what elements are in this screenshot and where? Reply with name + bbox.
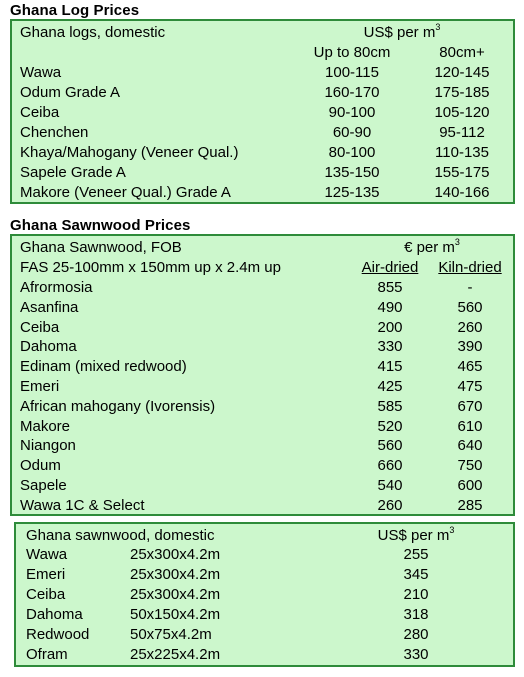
- log-row: [12, 63, 513, 83]
- price-air-dried: 260: [377, 496, 403, 514]
- domestic-header-label: Ghana sawnwood, domestic: [26, 527, 215, 544]
- log-row: [12, 163, 513, 183]
- price-air-dried: 490: [377, 298, 403, 316]
- log-row: [12, 103, 513, 123]
- price-air-dried: 425: [377, 378, 403, 395]
- price-air-dried: 540: [377, 477, 403, 494]
- species-name: Dahoma: [26, 606, 83, 623]
- size-spec: 25x300x4.2m: [130, 566, 221, 583]
- price-80cm-plus: 175-185: [434, 84, 490, 101]
- log-col1-header: Up to 80cm: [313, 44, 391, 61]
- species-name: Afrormosia: [20, 279, 93, 296]
- sawn-spec-label: FAS 25-100mm x 150mm up x 2.4m up: [20, 259, 281, 276]
- domestic-row: [16, 645, 513, 665]
- sawn-row: [12, 278, 513, 298]
- domestic-unit-label: [326, 526, 506, 546]
- species-name: Emeri: [26, 566, 66, 583]
- species-name: Wawa: [20, 64, 62, 81]
- size-spec: 25x300x4.2m: [130, 586, 221, 603]
- sawn-col1-header: Air-dried: [361, 259, 419, 276]
- domestic-unit-text: US$ per m: [377, 527, 450, 544]
- log-unit-label: [312, 23, 492, 43]
- price-air-dried: 660: [377, 457, 403, 475]
- sawn-unit-sup: 3: [454, 237, 460, 247]
- price-kiln-dried: 640: [457, 437, 483, 455]
- species-name: Emeri: [20, 378, 60, 395]
- sawn-col2-header: Kiln-dried: [438, 259, 502, 276]
- species-name: African mahogany (Ivorensis): [20, 397, 216, 415]
- log-prices-title: Ghana Log Prices: [10, 2, 140, 19]
- species-name: Makore (Veneer Qual.) Grade A: [20, 184, 231, 201]
- sawn-row: [12, 337, 513, 357]
- price-usd: 318: [403, 606, 429, 623]
- species-name: Makore: [20, 417, 71, 435]
- log-col2-header: 80cm+: [439, 44, 485, 61]
- species-name: Wawa: [26, 546, 68, 563]
- price-usd: 330: [403, 646, 429, 663]
- species-name: Odum: [20, 457, 61, 475]
- price-up-to-80cm: 125-135: [324, 184, 380, 201]
- sawn-subheader-row: [12, 258, 513, 278]
- domestic-row: [16, 625, 513, 645]
- sawn-row: [12, 318, 513, 338]
- price-kiln-dried: 465: [457, 358, 483, 376]
- species-name: Odum Grade A: [20, 84, 121, 101]
- price-air-dried: 585: [377, 397, 403, 415]
- species-name: Khaya/Mahogany (Veneer Qual.): [20, 144, 239, 161]
- log-row: [12, 123, 513, 143]
- price-80cm-plus: 105-120: [434, 104, 490, 121]
- price-kiln-dried: 475: [457, 378, 483, 395]
- species-name: Redwood: [26, 626, 90, 643]
- log-unit-sup: 3: [435, 22, 441, 32]
- size-spec: 25x300x4.2m: [130, 546, 221, 563]
- sawn-row: [12, 436, 513, 456]
- price-kiln-dried: 610: [457, 417, 483, 435]
- price-up-to-80cm: 135-150: [324, 164, 380, 181]
- sawn-row: [12, 476, 513, 496]
- sawn-row: [12, 377, 513, 397]
- price-air-dried: 200: [377, 318, 403, 336]
- log-header-label: Ghana logs, domestic: [20, 24, 166, 41]
- price-kiln-dried: 260: [457, 318, 483, 336]
- domestic-row: [16, 585, 513, 605]
- species-name: Ceiba: [26, 586, 66, 603]
- size-spec: 25x225x4.2m: [130, 646, 221, 663]
- sawn-row: [12, 496, 513, 516]
- domestic-row: [16, 545, 513, 565]
- price-usd: 280: [403, 626, 429, 643]
- price-kiln-dried: 560: [457, 298, 483, 316]
- domestic-row: [16, 605, 513, 625]
- sawn-prices-table: [10, 234, 515, 516]
- sawn-row: [12, 357, 513, 377]
- species-name: Ofram: [26, 646, 68, 663]
- price-kiln-dried: 390: [457, 338, 483, 356]
- species-name: Ceiba: [20, 318, 60, 336]
- price-up-to-80cm: 90-100: [328, 104, 376, 121]
- price-usd: 210: [403, 586, 429, 603]
- price-air-dried: 330: [377, 338, 403, 356]
- price-up-to-80cm: 80-100: [328, 144, 376, 161]
- species-name: Dahoma: [20, 338, 77, 356]
- species-name: Niangon: [20, 437, 76, 455]
- price-80cm-plus: 140-166: [434, 184, 490, 201]
- price-up-to-80cm: 160-170: [324, 84, 380, 101]
- sawn-row: [12, 417, 513, 437]
- species-name: Edinam (mixed redwood): [20, 358, 187, 376]
- sawn-prices-title: Ghana Sawnwood Prices: [10, 217, 191, 234]
- price-80cm-plus: 95-112: [439, 124, 485, 141]
- log-row: [12, 183, 513, 203]
- price-80cm-plus: 155-175: [434, 164, 490, 181]
- sawn-row: [12, 456, 513, 476]
- price-air-dried: 855: [377, 279, 403, 296]
- species-name: Asanfina: [20, 298, 79, 316]
- log-prices-table: [10, 19, 515, 204]
- price-80cm-plus: 110-135: [435, 144, 489, 161]
- log-row: [12, 143, 513, 163]
- size-spec: 50x150x4.2m: [130, 606, 221, 623]
- domestic-unit-sup: 3: [449, 525, 455, 535]
- size-spec: 50x75x4.2m: [130, 626, 212, 643]
- log-header-row: [12, 23, 513, 43]
- price-kiln-dried: 600: [457, 477, 483, 494]
- sawn-row: [12, 397, 513, 417]
- price-80cm-plus: 120-145: [434, 64, 490, 81]
- price-air-dried: 560: [377, 437, 403, 455]
- price-up-to-80cm: 100-115: [325, 64, 379, 81]
- sawn-header-row: [12, 238, 513, 258]
- log-subheader-row: [12, 43, 513, 63]
- sawn-unit-label: [342, 238, 522, 258]
- price-kiln-dried: -: [467, 279, 473, 296]
- species-name: Sapele: [20, 477, 67, 494]
- price-usd: 345: [403, 566, 429, 583]
- sawn-unit-text: € per m: [404, 239, 455, 256]
- price-up-to-80cm: 60-90: [332, 124, 372, 141]
- species-name: Chenchen: [20, 124, 89, 141]
- species-name: Ceiba: [20, 104, 60, 121]
- domestic-prices-table: [14, 522, 515, 667]
- price-kiln-dried: 670: [457, 397, 483, 415]
- domestic-row: [16, 565, 513, 585]
- price-kiln-dried: 750: [457, 457, 483, 475]
- price-usd: 255: [403, 546, 429, 563]
- species-name: Wawa 1C & Select: [20, 496, 145, 514]
- log-unit-text: US$ per m: [363, 24, 436, 41]
- domestic-header-row: [16, 526, 513, 546]
- price-air-dried: 415: [377, 358, 403, 376]
- price-air-dried: 520: [377, 417, 403, 435]
- sawn-row: [12, 298, 513, 318]
- species-name: Sapele Grade A: [20, 164, 126, 181]
- price-kiln-dried: 285: [457, 496, 483, 514]
- sawn-header-label: Ghana Sawnwood, FOB: [20, 239, 182, 256]
- log-row: [12, 83, 513, 103]
